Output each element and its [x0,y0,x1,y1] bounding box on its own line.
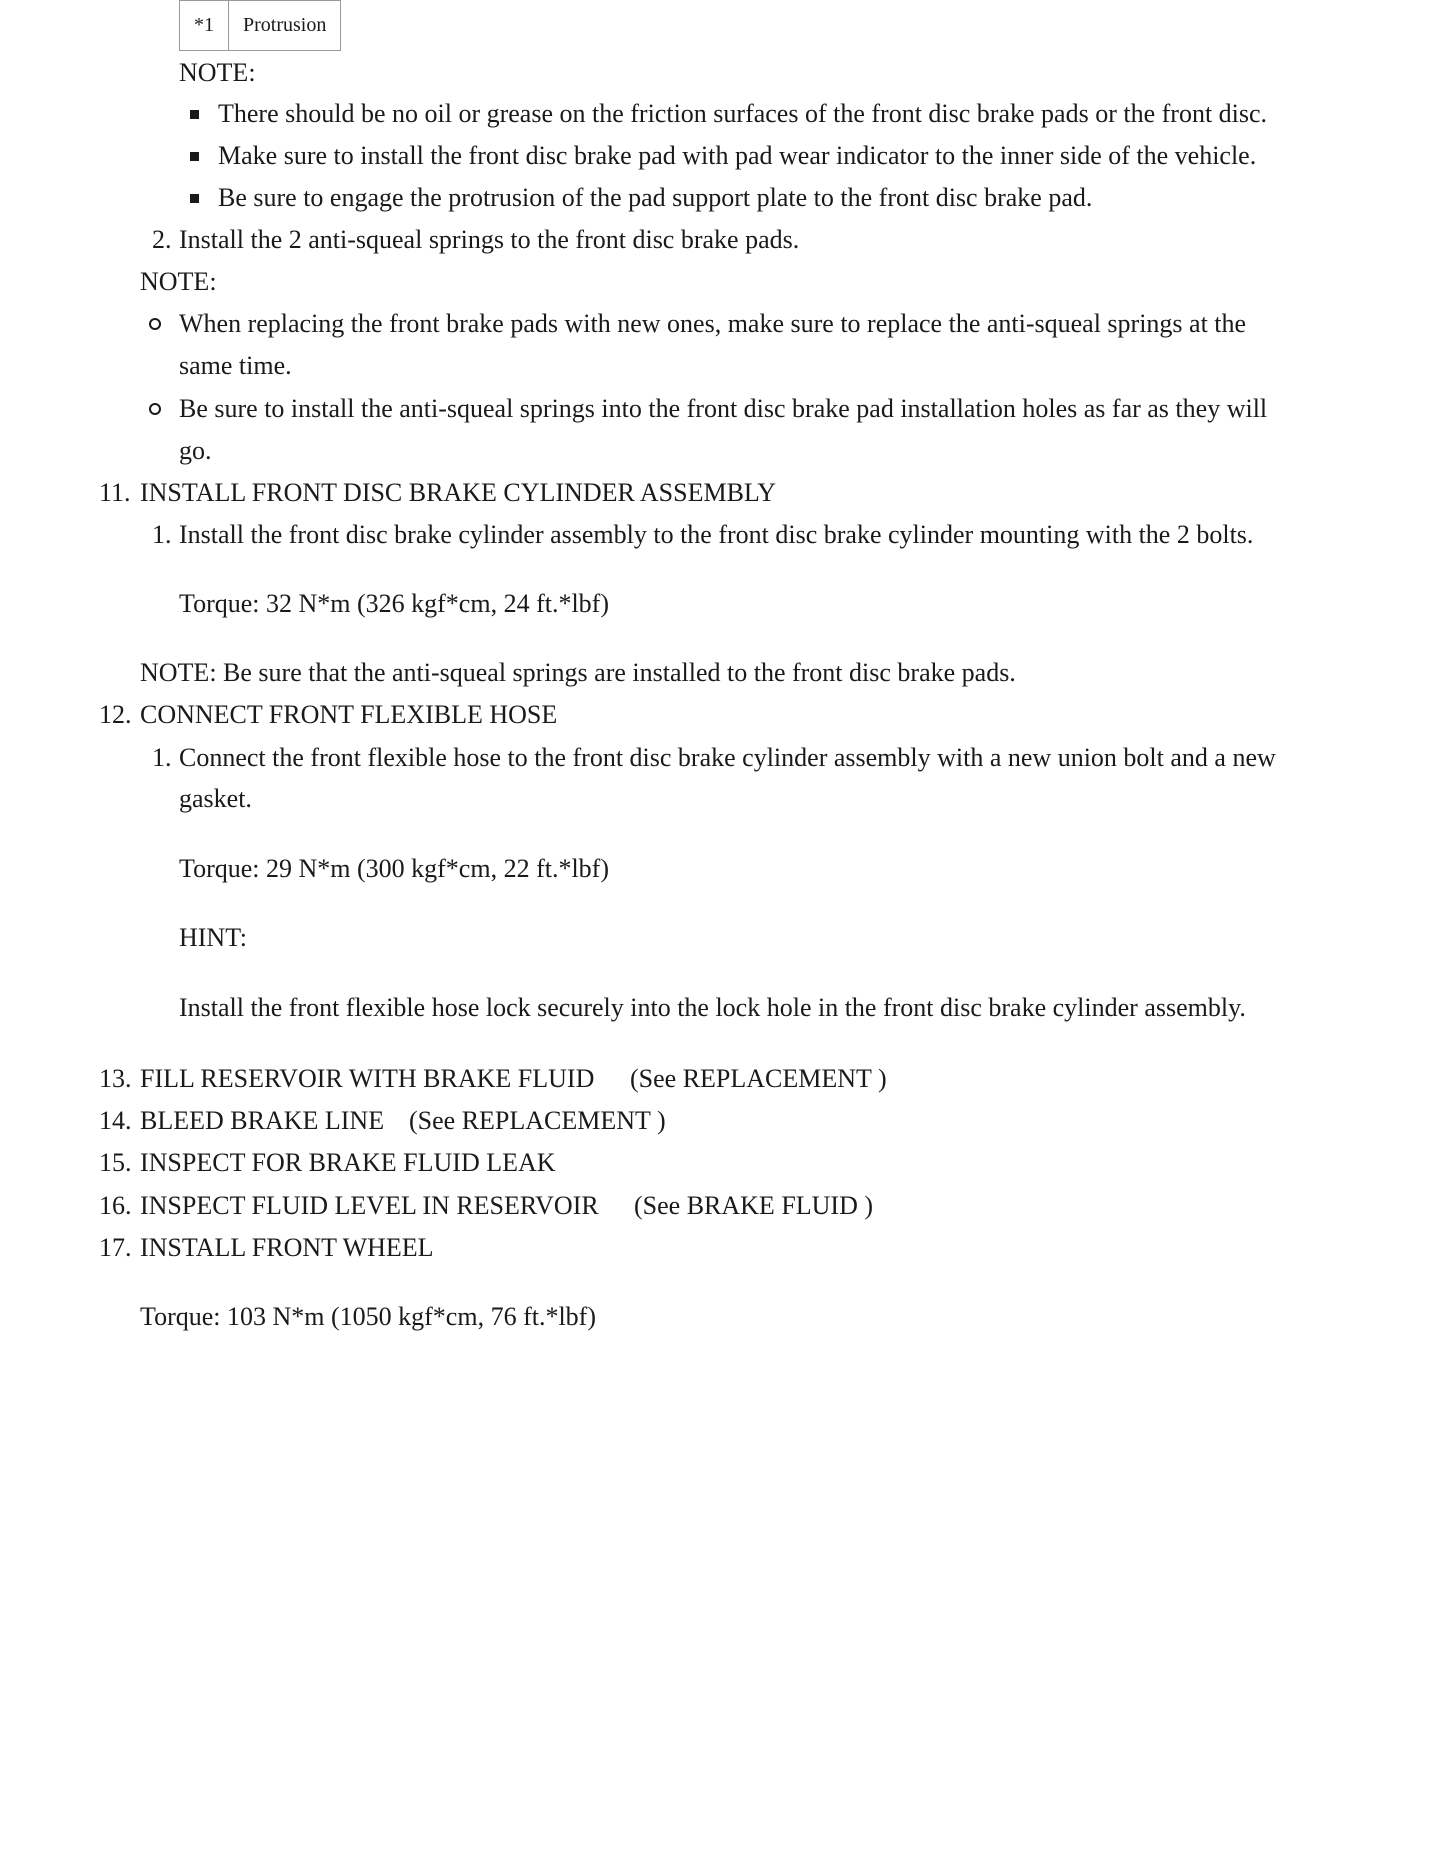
torque-spec: Torque: 32 N*m (326 kgf*cm, 24 ft.*lbf) [179,589,609,618]
note-text: NOTE: Be sure that the anti-squeal springs are installed to the front disc brake pads. [140,658,1016,687]
note-item: Make sure to install the front disc brake pad with pad wear indicator to the inner side of the vehicle. [218,141,1257,170]
note-item-continuation: go. [179,436,212,465]
step-title: FILL RESERVOIR WITH BRAKE FLUID [140,1064,595,1093]
step-title: CONNECT FRONT FLEXIBLE HOSE [140,700,558,729]
note-item: Be sure to engage the protrusion of the pad support plate to the front disc brake pad. [218,183,1093,212]
substep-text: Install the front disc brake cylinder assembly to the front disc brake cylinder mounting with the 2 bolts. [179,520,1254,549]
note-item: When replacing the front brake pads with new ones, make sure to replace the anti-squeal springs at the [179,309,1247,338]
step-number: 12. [99,700,132,729]
step-number: 14. [99,1106,132,1135]
note-item-continuation: same time. [179,351,292,380]
step-number: 11. [99,478,131,507]
legend-table [179,0,341,51]
note-label: NOTE: [140,267,217,296]
step-title: INSTALL FRONT WHEEL [140,1233,434,1262]
square-bullet-icon [190,152,199,161]
substep-text: Connect the front flexible hose to the front disc brake cylinder assembly with a new union bolt and a new [179,743,1276,772]
legend-label: Protrusion [229,1,341,51]
substep-number: 1. [152,743,172,772]
note-label: NOTE: [179,58,256,87]
step-number: 17. [99,1233,132,1262]
note-item: There should be no oil or grease on the friction surfaces of the front disc brake pads or the front disc. [218,99,1268,128]
step-reference-link[interactable]: (See REPLACEMENT ) [630,1064,887,1093]
note-item: Be sure to install the anti-squeal springs into the front disc brake pad installation holes as far as they will [179,394,1268,423]
step-title: INSPECT FOR BRAKE FLUID LEAK [140,1148,556,1177]
step-number: 13. [99,1064,132,1093]
substep-number: 1. [152,520,172,549]
circle-bullet-icon [149,403,161,415]
step-title: BLEED BRAKE LINE [140,1106,385,1135]
step-number: 15. [99,1148,132,1177]
hint-label: HINT: [179,923,248,952]
legend-row [180,1,341,51]
step-reference-link[interactable]: (See REPLACEMENT ) [409,1106,666,1135]
square-bullet-icon [190,194,199,203]
circle-bullet-icon [149,318,161,330]
step-number: 2. [152,225,172,254]
torque-spec: Torque: 29 N*m (300 kgf*cm, 22 ft.*lbf) [179,854,609,883]
step-number: 16. [99,1191,132,1220]
legend-key: *1 [180,1,229,51]
substep-text-continuation: gasket. [179,784,252,813]
hint-text: Install the front flexible hose lock securely into the lock hole in the front disc brake cylinder assembly. [179,993,1246,1022]
step-reference-link[interactable]: (See BRAKE FLUID ) [634,1191,874,1220]
step-title: INSTALL FRONT DISC BRAKE CYLINDER ASSEMBLY [140,478,776,507]
step-title: INSPECT FLUID LEVEL IN RESERVOIR [140,1191,599,1220]
torque-spec: Torque: 103 N*m (1050 kgf*cm, 76 ft.*lbf) [140,1302,596,1331]
step-text: Install the 2 anti-squeal springs to the front disc brake pads. [179,225,800,254]
square-bullet-icon [190,110,199,119]
